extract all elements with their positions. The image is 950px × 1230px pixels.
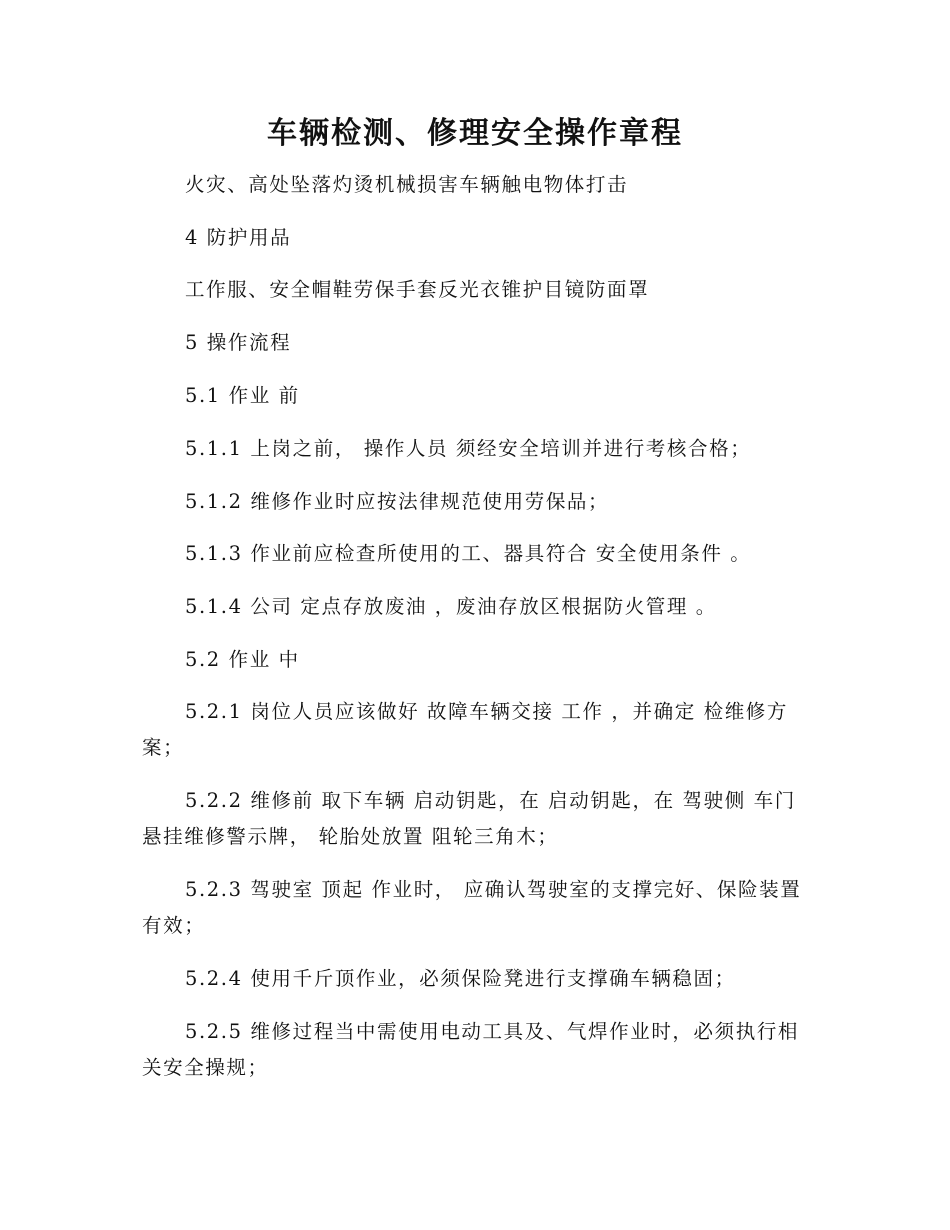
paragraph-protective-items: 工作服、安全帽鞋劳保手套反光衣锥护目镜防面罩 (185, 278, 650, 301)
heading-protective-equipment: 4 防护用品 (185, 226, 292, 249)
heading-before-work: 5.1 作业 前 (185, 384, 300, 407)
paragraph-5-2-4: 5.2.4 使用千斤顶作业，必须保险凳进行支撑确车辆稳固； (185, 967, 736, 990)
document-title: 车辆检测、修理安全操作章程 (267, 116, 683, 151)
paragraph-5-2-2: 5.2.2 维修前 取下车辆 启动钥匙，在 启动钥匙，在 驾驶侧 车门悬挂维修警示牌， 轮胎处放置 阻轮三角木； (142, 789, 796, 848)
paragraph-5-2-5: 5.2.5 维修过程当中需使用电动工具及、气焊作业时，必须执行相关安全操规； (142, 1020, 800, 1079)
heading-during-work: 5.2 作业 中 (185, 648, 300, 671)
paragraph-5-2-1: 5.2.1 岗位人员应该做好 故障车辆交接 工作 ，并确定 检维修方案； (142, 700, 789, 759)
paragraph-5-1-4: 5.1.4 公司 定点存放废油 ，废油存放区根据防火管理 。 (185, 595, 717, 618)
paragraph-5-1-1: 5.1.1 上岗之前， 操作人员 须经安全培训并进行考核合格； (185, 437, 752, 460)
paragraph-5-1-2: 5.1.2 维修作业时应按法律规范使用劳保品； (185, 490, 610, 513)
paragraph-5-1-3: 5.1.3 作业前应检查所使用的工、器具符合 安全使用条件 。 (185, 542, 752, 565)
paragraph-hazards: 火灾、高处坠落灼烫机械损害车辆触电物体打击 (185, 173, 629, 196)
heading-operation-process: 5 操作流程 (185, 331, 292, 354)
paragraph-5-2-3: 5.2.3 驾驶室 顶起 作业时， 应确认驾驶室的支撑完好、保险装置有效； (142, 878, 802, 937)
